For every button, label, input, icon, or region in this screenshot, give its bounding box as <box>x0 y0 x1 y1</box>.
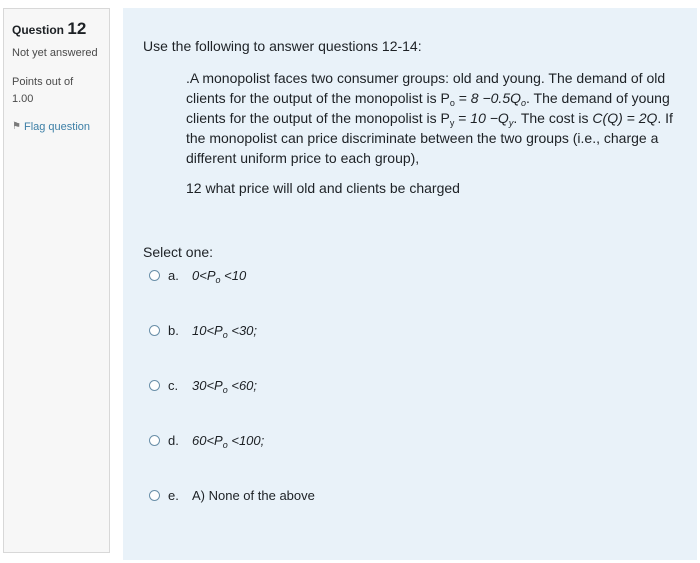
points-value: 1.00 <box>12 93 34 105</box>
option-text-d: $60<P_o <100$; <box>192 433 265 450</box>
option-text-c: $30<P_o <60$; <box>192 378 258 395</box>
question-status: Not yet answered <box>12 47 98 59</box>
option-letter-a: a. <box>168 268 179 283</box>
answer-option-a[interactable] <box>149 268 677 283</box>
radio-button-c[interactable] <box>149 380 160 391</box>
select-one-label: Select one: <box>143 244 214 260</box>
flag-question-label: Flag question <box>23 121 91 133</box>
question-number: 12 <box>67 19 87 38</box>
radio-button-b[interactable] <box>149 325 160 336</box>
option-text-b: $10<P_o <30$; <box>192 323 258 340</box>
answer-option-b[interactable] <box>149 323 677 338</box>
option-letter-c: c. <box>168 378 179 393</box>
question-content <box>123 8 697 560</box>
option-text-e: A) None of the above <box>192 488 315 503</box>
option-letter-e: e. <box>168 488 179 503</box>
question-prompt: 12 what price will old and clients be charged <box>186 180 460 196</box>
question-word: Question <box>12 23 65 37</box>
option-text-a: $0<P_o <10$ <box>192 268 247 285</box>
question-heading <box>12 19 101 39</box>
flag-question-link[interactable] <box>12 119 101 135</box>
option-letter-b: b. <box>168 323 179 338</box>
question-info-panel <box>3 8 110 553</box>
question-intro: Use the following to answer questions 12-14: <box>143 38 422 54</box>
answer-option-d[interactable] <box>149 433 677 448</box>
radio-button-a[interactable] <box>149 270 160 281</box>
answer-option-c[interactable] <box>149 378 677 393</box>
option-letter-d: d. <box>168 433 179 448</box>
points-label: Points out of <box>12 76 74 88</box>
problem-text: .A monopolist faces two consumer groups: old and young. The demand of old clients for the output of the monopolist is $P_o = 8 -0.5Q_o$. The demand of young clients for the output of the monopolist is $P_y = 10 -Q_y$. The cost is C(Q) = 2Q. If the monopolist can price discriminate between the two groups (i.e., charge a different uniform price to each group), <box>186 70 673 166</box>
answer-option-e[interactable] <box>149 488 677 503</box>
radio-button-e[interactable] <box>149 490 160 501</box>
radio-button-d[interactable] <box>149 435 160 446</box>
flag-icon: ⚑ <box>12 121 21 132</box>
